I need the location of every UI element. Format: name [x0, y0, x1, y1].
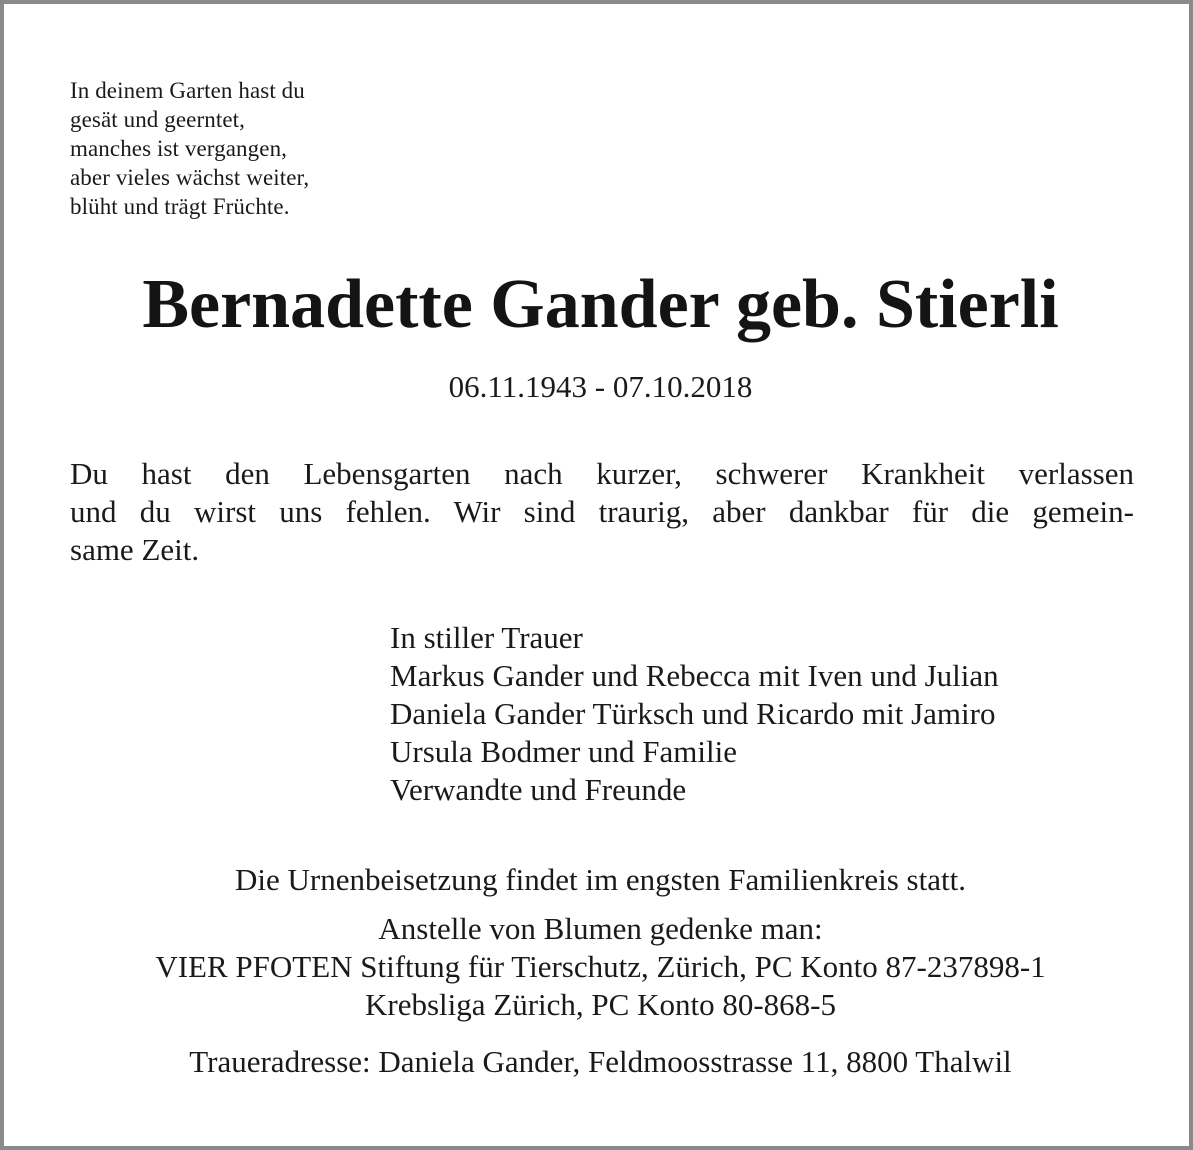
verse-line: aber vieles wächst weiter,: [70, 165, 310, 190]
verse-line: gesät und geerntet,: [70, 107, 245, 132]
deceased-name: Bernadette Gander geb. Stierli: [142, 266, 1059, 343]
donation-line: VIER PFOTEN Stiftung für Tierschutz, Zürich, PC Konto 87-237898-1: [155, 949, 1046, 984]
life-dates: 06.11.1943 - 07.10.2018: [448, 369, 753, 404]
message-line: same Zeit.: [70, 532, 200, 567]
mourners-line: Markus Gander und Rebecca mit Iven und Julian: [390, 658, 999, 693]
mourners-line: Daniela Gander Türksch und Ricardo mit Jamiro: [390, 696, 996, 731]
mourners-line: Ursula Bodmer und Familie: [390, 734, 737, 769]
mourners-line: In stiller Trauer: [390, 620, 583, 655]
mourning-address: Traueradresse: Daniela Gander, Feldmoosstrasse 11, 8800 Thalwil: [189, 1044, 1012, 1079]
mourners-list: [390, 619, 999, 809]
verse-line: In deinem Garten hast du: [70, 78, 305, 103]
verse-line: blüht und trägt Früchte.: [70, 194, 290, 219]
donation-info: [4, 910, 1193, 1024]
verse-block: [70, 76, 309, 221]
mourners-line: Verwandte und Freunde: [390, 772, 687, 807]
burial-notice: Die Urnenbeisetzung findet im engsten Familienkreis statt.: [235, 862, 966, 897]
donation-line: Krebsliga Zürich, PC Konto 80-868-5: [365, 987, 836, 1022]
donation-line: Anstelle von Blumen gedenke man:: [378, 911, 823, 946]
farewell-message: [70, 455, 1134, 569]
message-line: und du wirst uns fehlen. Wir sind traurig, aber dankbar für die gemein-: [70, 494, 1134, 529]
message-line: Du hast den Lebensgarten nach kurzer, schwerer Krankheit verlassen: [70, 456, 1134, 491]
verse-line: manches ist vergangen,: [70, 136, 288, 161]
